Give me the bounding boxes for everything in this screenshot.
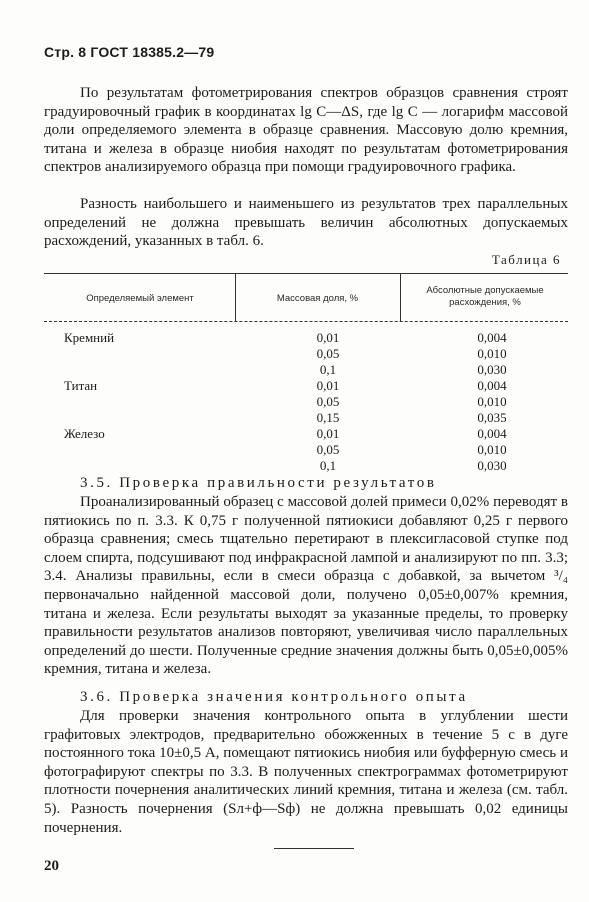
table-row	[64, 394, 114, 410]
header-tolerance: Абсолютные допускаемые расхождения, %	[426, 285, 544, 308]
table-col-divider-1	[235, 273, 236, 321]
column-tolerance	[452, 330, 532, 474]
header-element: Определяемый элемент	[86, 293, 194, 304]
header-mass-fraction: Массовая доля, %	[276, 293, 359, 304]
column-elements	[64, 330, 114, 474]
table-cell: 0,05	[316, 442, 340, 457]
table-row	[64, 442, 114, 458]
table-cell: 0,01	[316, 378, 340, 393]
table-cell: 0,004	[477, 426, 507, 441]
page-number: 20	[44, 858, 59, 874]
section-3-5-body: Проанализированный образец с массовой долей примеси 0,02% переводят в пятиокись по п. 3.3. К 0,75 г полученной пятиокиси добавляют 0,25 г первого образца сравнения; смесь тщательно перетирают в плексигласовой ступке под слоем спирта, подсушивают под инфракрасной лампой и анализируют по пп. 3.3; 3.4. Анализы правильны, если в смеси образца с добавкой, за вычетом ³/₄ первоначально найденной массовой доли, получено 0,05±0,007% кремния, титана и железа. Если результаты выходят за указанные пределы, то проверку правильности результатов анализов повторяют, увеличивая число параллельных определений до шести. Полученные средние значения должны быть 0,05±0,005% кремния, титана и железа.	[44, 494, 568, 678]
table-cell: 0,035	[477, 410, 507, 425]
table-cell: 0,004	[477, 378, 507, 393]
paragraph-tolerance: Разность наибольшего и наименьшего из результатов трех параллельных определений не должна превышать величин абсолютных допускаемых расхождений, указанных в табл. 6.	[44, 196, 568, 250]
table-row: Титан	[64, 378, 98, 393]
table-row	[64, 362, 114, 378]
footer-rule	[274, 848, 354, 849]
table-cell: 0,030	[477, 362, 507, 377]
table-cell: 0,010	[477, 346, 507, 361]
page-header: Стр. 8 ГОСТ 18385.2—79	[44, 44, 215, 60]
table-cell: 0,01	[316, 330, 340, 345]
table-row	[64, 346, 114, 362]
table-cell: 0,030	[477, 458, 507, 473]
table-cell: 0,010	[477, 442, 507, 457]
section-3-5-title: 3.5. Проверка правильности результатов	[80, 475, 437, 491]
table-row: Кремний	[64, 330, 115, 345]
table-cell: 0,010	[477, 394, 507, 409]
table-cell: 0,01	[316, 426, 340, 441]
table-header-rule	[44, 321, 568, 322]
table-cell: 0,1	[319, 362, 337, 377]
column-mass-fraction	[288, 330, 368, 474]
table-caption: Таблица 6	[491, 252, 561, 267]
table-cell: 0,1	[319, 458, 337, 473]
table-top-rule	[44, 273, 568, 274]
table-cell: 0,05	[316, 346, 340, 361]
table-row: Железо	[64, 426, 105, 441]
table-row	[64, 410, 114, 426]
table-row	[64, 458, 114, 474]
section-3-6-body: Для проверки значения контрольного опыта в углублении шести графитовых электродов, предварительно обожженных в течение 5 с в дуге постоянного тока 10±0,5 А, помещают пятиокись ниобия или буфферную смесь и фотографируют спектры по 3.3. В полученных спектрограммах фотометрируют плотности почернения аналитических линий кремния, титана и железа (см. табл. 5). Разность почернения (Sл+ф—Sф) не должна превышать 0,02 единицы почернения.	[44, 708, 568, 836]
table-cell: 0,05	[316, 394, 340, 409]
table-cell: 0,004	[477, 330, 507, 345]
table-cell: 0,15	[316, 410, 340, 425]
section-3-6-title: 3.6. Проверка значения контрольного опыта	[80, 689, 468, 705]
table-col-divider-2	[400, 273, 401, 321]
paragraph-calibration: По результатам фотометрирования спектров образцов сравнения строят градуировочный график в координатах lg C—ΔS, где lg C — логарифм массовой доли определяемого элемента в образце сравнения. Массовую долю кремния, титана и железа в образце ниобия находят по результатам фотометрирования спектров анализируемого образца при помощи градуировочного графика.	[44, 85, 568, 176]
